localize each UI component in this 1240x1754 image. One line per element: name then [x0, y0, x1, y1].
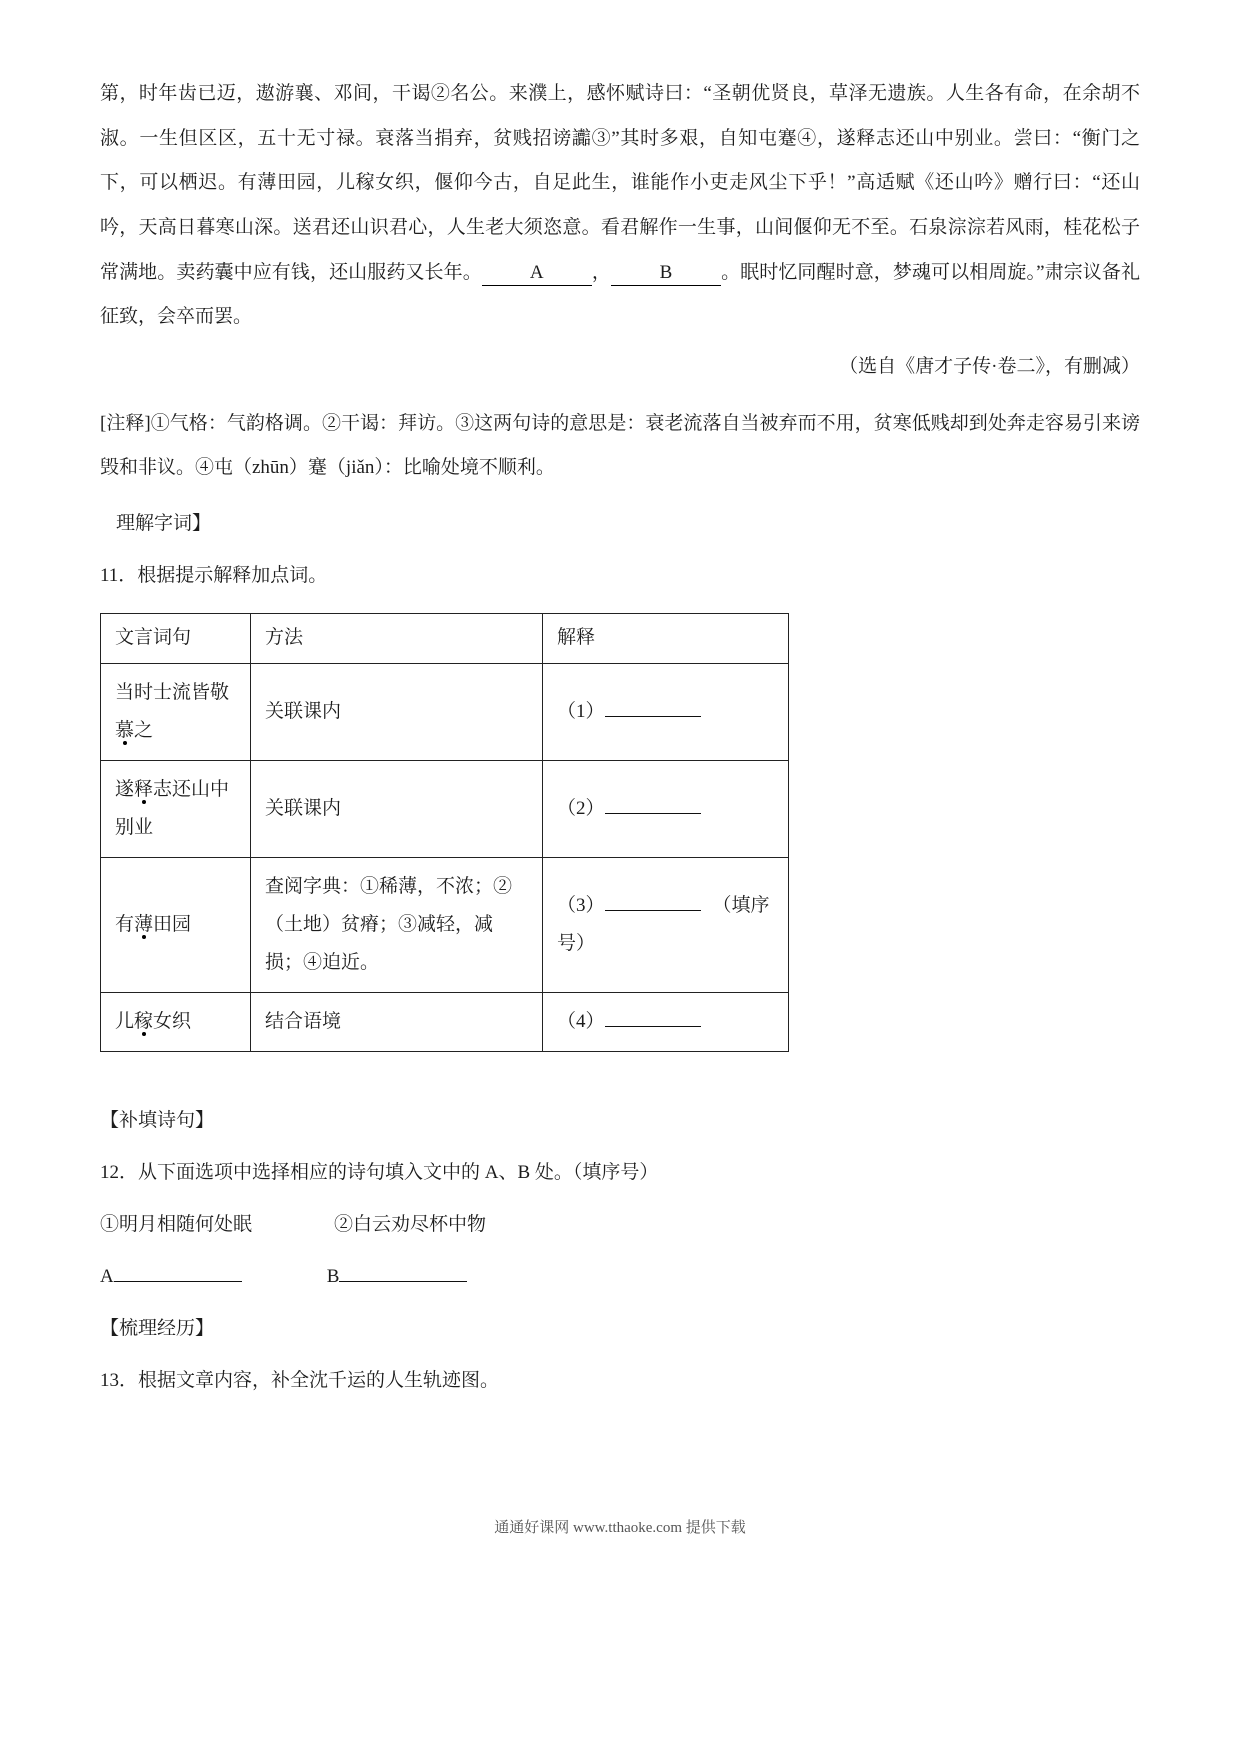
emphasized-char: 薄	[134, 913, 154, 935]
passage-paragraph	[100, 72, 1140, 340]
section-heading-fill-verse: 【补填诗句】	[100, 1109, 215, 1131]
answer-suffix: （填序号）	[557, 894, 770, 954]
phrase-cell	[101, 760, 251, 857]
method-cell: 关联课内	[251, 663, 543, 760]
phrase-text: 有	[115, 913, 135, 935]
answer-b-blank-line	[339, 1263, 467, 1282]
question-12: 12．从下面选项中选择相应的诗句填入文中的 A、B 处。（填序号）	[100, 1161, 659, 1183]
option-1: ①明月相随何处眠	[100, 1213, 253, 1235]
phrase-text: 田园	[153, 913, 192, 935]
emphasized-char: 释	[134, 778, 154, 800]
answer-cell	[543, 663, 789, 760]
phrase-text: 之	[134, 719, 154, 741]
method-cell: 查阅字典：①稀薄，不浓；②（土地）贫瘠；③减轻，减损；④迫近。	[251, 857, 543, 992]
passage-text-1: 第，时年齿已迈，遨游襄、邓间，干谒②名公。来濮上，感怀赋诗曰：“圣朝优贤良，草泽无遗族。人生各有命，在余胡不淑。一生但区区，五十无寸禄。衰落当捐弃，贫贱招谤讟③”其时多艰，自知屯蹇④，遂释志还山中别业。尝曰：“衡门之下，可以栖迟。有薄田园，儿稼女织，偃仰今古，自足此生，谁能作小吏走风尘下乎！”高适赋《还山吟》赠行曰：“还山吟，天高日暮寒山深。送君还山识君心，人生老大须恣意。看君解作一生事，山间偃仰无不至。石泉淙淙若风雨，桂花松子常满地。卖药囊中应有钱，还山服药又长年。	[100, 83, 1140, 283]
section-heading-experience: 【梳理经历】	[100, 1317, 215, 1339]
column-header-explanation: 解释	[543, 614, 789, 663]
answer-b-label: B	[326, 1265, 340, 1287]
method-cell: 关联课内	[251, 760, 543, 857]
column-header-method: 方法	[251, 614, 543, 663]
phrase-text: 当时士流皆敬	[115, 681, 230, 703]
passage-separator: ，	[591, 261, 611, 283]
answer-blank-line	[605, 1008, 701, 1027]
phrase-text: 遂	[115, 778, 135, 800]
phrase-text: 女织	[153, 1010, 192, 1032]
phrase-cell	[101, 663, 251, 760]
answer-blank-line	[605, 698, 701, 717]
table-row	[101, 857, 789, 992]
question-12-answer-line	[100, 1258, 1140, 1296]
answer-blank-line	[605, 795, 701, 814]
table-header-row	[101, 614, 789, 663]
phrase-cell	[101, 857, 251, 992]
word-explanation-table	[100, 613, 789, 1051]
option-2: ②白云劝尽杯中物	[334, 1213, 487, 1235]
emphasized-char: 稼	[134, 1010, 154, 1032]
phrase-cell	[101, 992, 251, 1051]
answer-cell	[543, 760, 789, 857]
column-header-phrase: 文言词句	[101, 614, 251, 663]
table-row	[101, 663, 789, 760]
answer-a-blank-line	[114, 1263, 242, 1282]
method-cell: 结合语境	[251, 992, 543, 1051]
answer-label: （1）	[557, 700, 605, 722]
emphasized-char: 慕	[115, 719, 135, 741]
blank-a: A	[482, 261, 592, 287]
passage-text-2: 。眠时忆同醒时意，梦魂可以相周旋。”肃宗议备礼征致，会卒而罢。	[100, 261, 1140, 328]
question-11: 11．根据提示解释加点词。	[100, 565, 328, 587]
passage-source: （选自《唐才子传·卷二》，有删减）	[839, 355, 1140, 377]
footnotes: [注释]①气格：气韵格调。②干谒：拜访。③这两句诗的意思是：衰老流落自当被弃而不用，贫寒低贱却到处奔走容易引来谤毁和非议。④屯（zhūn）蹇（jiǎn）：比喻处境不顺利。	[100, 412, 1140, 478]
answer-a-label: A	[100, 1265, 114, 1287]
answer-label: （4）	[557, 1010, 605, 1032]
table-row	[101, 992, 789, 1051]
answer-cell	[543, 992, 789, 1051]
question-13: 13．根据文章内容，补全沈千运的人生轨迹图。	[100, 1369, 500, 1391]
answer-label: （2）	[557, 797, 605, 819]
question-12-options	[100, 1206, 1140, 1244]
answer-label: （3）	[557, 894, 605, 916]
section-heading-understand-words: 理解字词】	[116, 513, 212, 535]
table-row	[101, 760, 789, 857]
footer-watermark: 通通好课网 www.tthaoke.com 提供下载	[494, 1520, 746, 1536]
phrase-text: 儿	[115, 1010, 135, 1032]
phrase-text: 志还山中别业	[115, 778, 230, 838]
answer-cell	[543, 857, 789, 992]
blank-b: B	[611, 261, 721, 287]
answer-blank-line	[605, 892, 701, 911]
